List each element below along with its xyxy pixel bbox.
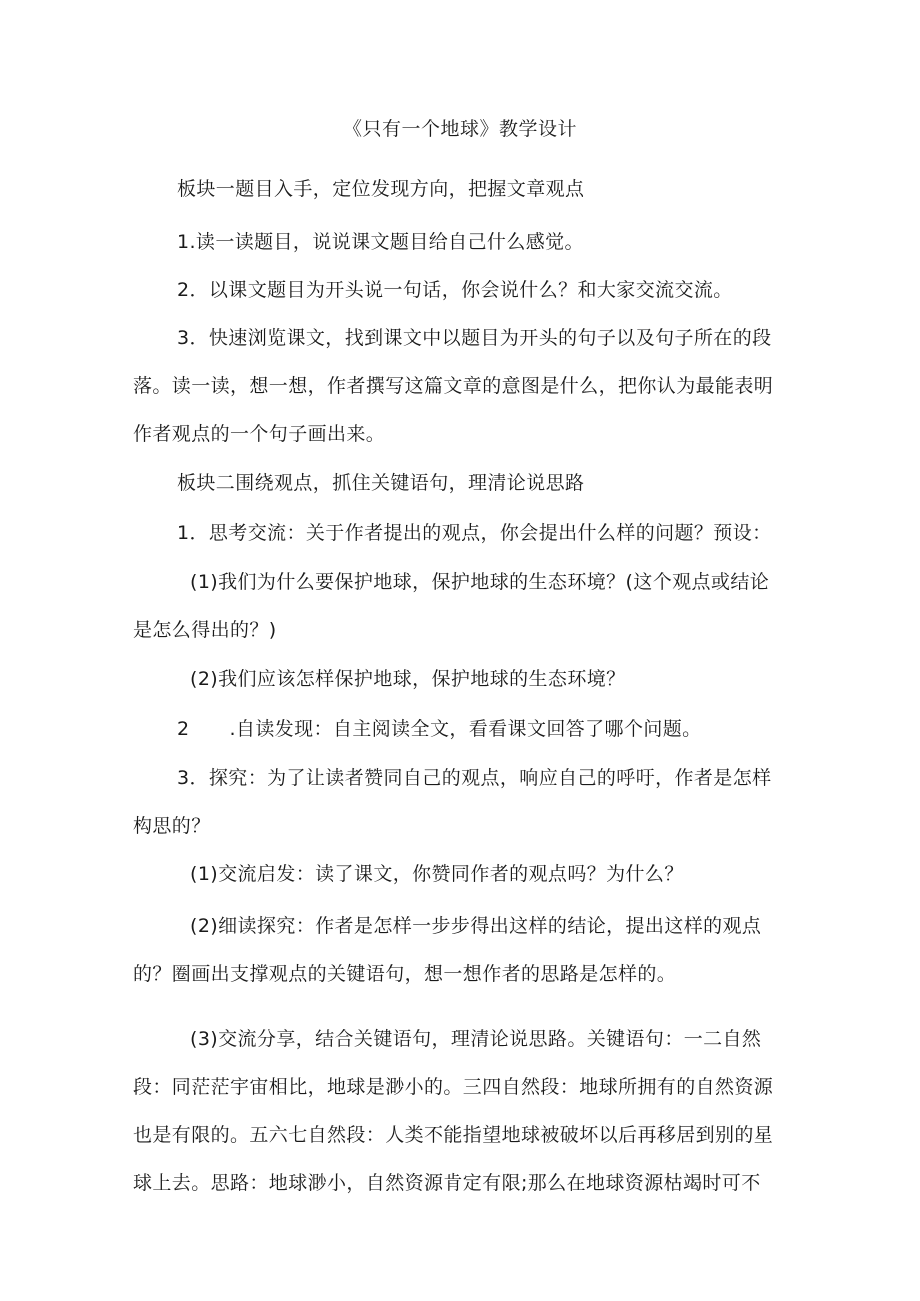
paragraph-line: 段：同茫茫宇宙相比，地球是渺小的。三四自然段：地球所拥有的自然资源 <box>133 1076 774 1098</box>
paragraph-line: 2．以课文题目为开头说一句话，你会说什么？和大家交流交流。 <box>177 279 733 301</box>
paragraph-line: 也是有限的。五六七自然段：人类不能指望地球被破坏以后再移居到别的星 <box>133 1124 774 1146</box>
paragraph-line: 是怎么得出的？) <box>133 619 277 641</box>
list-number: 2 <box>177 718 190 740</box>
paragraph-line <box>177 714 702 744</box>
paragraph-line: (3)交流分享，结合关键语句，理清论说思路。关键语句：一二自然 <box>190 1028 762 1050</box>
paragraph-line: (2)我们应该怎样保护地球，保护地球的生态环境？ <box>190 668 626 690</box>
paragraph-line: (1)我们为什么要保护地球，保护地球的生态环境？(这个观点或结论 <box>190 571 770 593</box>
section-heading-2: 板块二围绕观点，抓住关键语句，理清论说思路 <box>177 472 585 494</box>
paragraph-line: 的？圈画出支撑观点的关键语句，想一想作者的思路是怎样的。 <box>133 963 677 985</box>
paragraph-line: 1．思考交流：关于作者提出的观点，你会提出什么样的问题？预设： <box>177 522 772 544</box>
paragraph-line: 3．快速浏览课文，找到课文中以题目为开头的句子以及句子所在的段 <box>177 327 772 349</box>
section-heading-1: 板块一题目入手，定位发现方向，把握文章观点 <box>177 178 585 200</box>
paragraph-line: 3．探究：为了让读者赞同自己的观点，响应自己的呼吁，作者是怎样 <box>177 767 772 789</box>
paragraph-line: 构思的？ <box>133 815 211 837</box>
document-title: 《只有一个地球》教学设计 <box>342 118 577 140</box>
paragraph-line: 作者观点的一个句子画出来。 <box>133 423 386 445</box>
list-text: .自读发现：自主阅读全文，看看课文回答了哪个问题。 <box>229 718 702 740</box>
paragraph-line: 1.读一读题目，说说课文题目给自己什么感觉。 <box>177 231 584 253</box>
paragraph-line: 落。读一读，想一想，作者撰写这篇文章的意图是什么，把你认为最能表明 <box>133 375 774 397</box>
paragraph-line: (1)交流启发：读了课文，你赞同作者的观点吗？为什么？ <box>190 863 684 885</box>
paragraph-line: (2)细读探究：作者是怎样一步步得出这样的结论，提出这样的观点 <box>190 915 762 937</box>
paragraph-line: 球上去。思路：地球渺小，自然资源肯定有限;那么在地球资源枯竭时可不 <box>133 1172 761 1194</box>
